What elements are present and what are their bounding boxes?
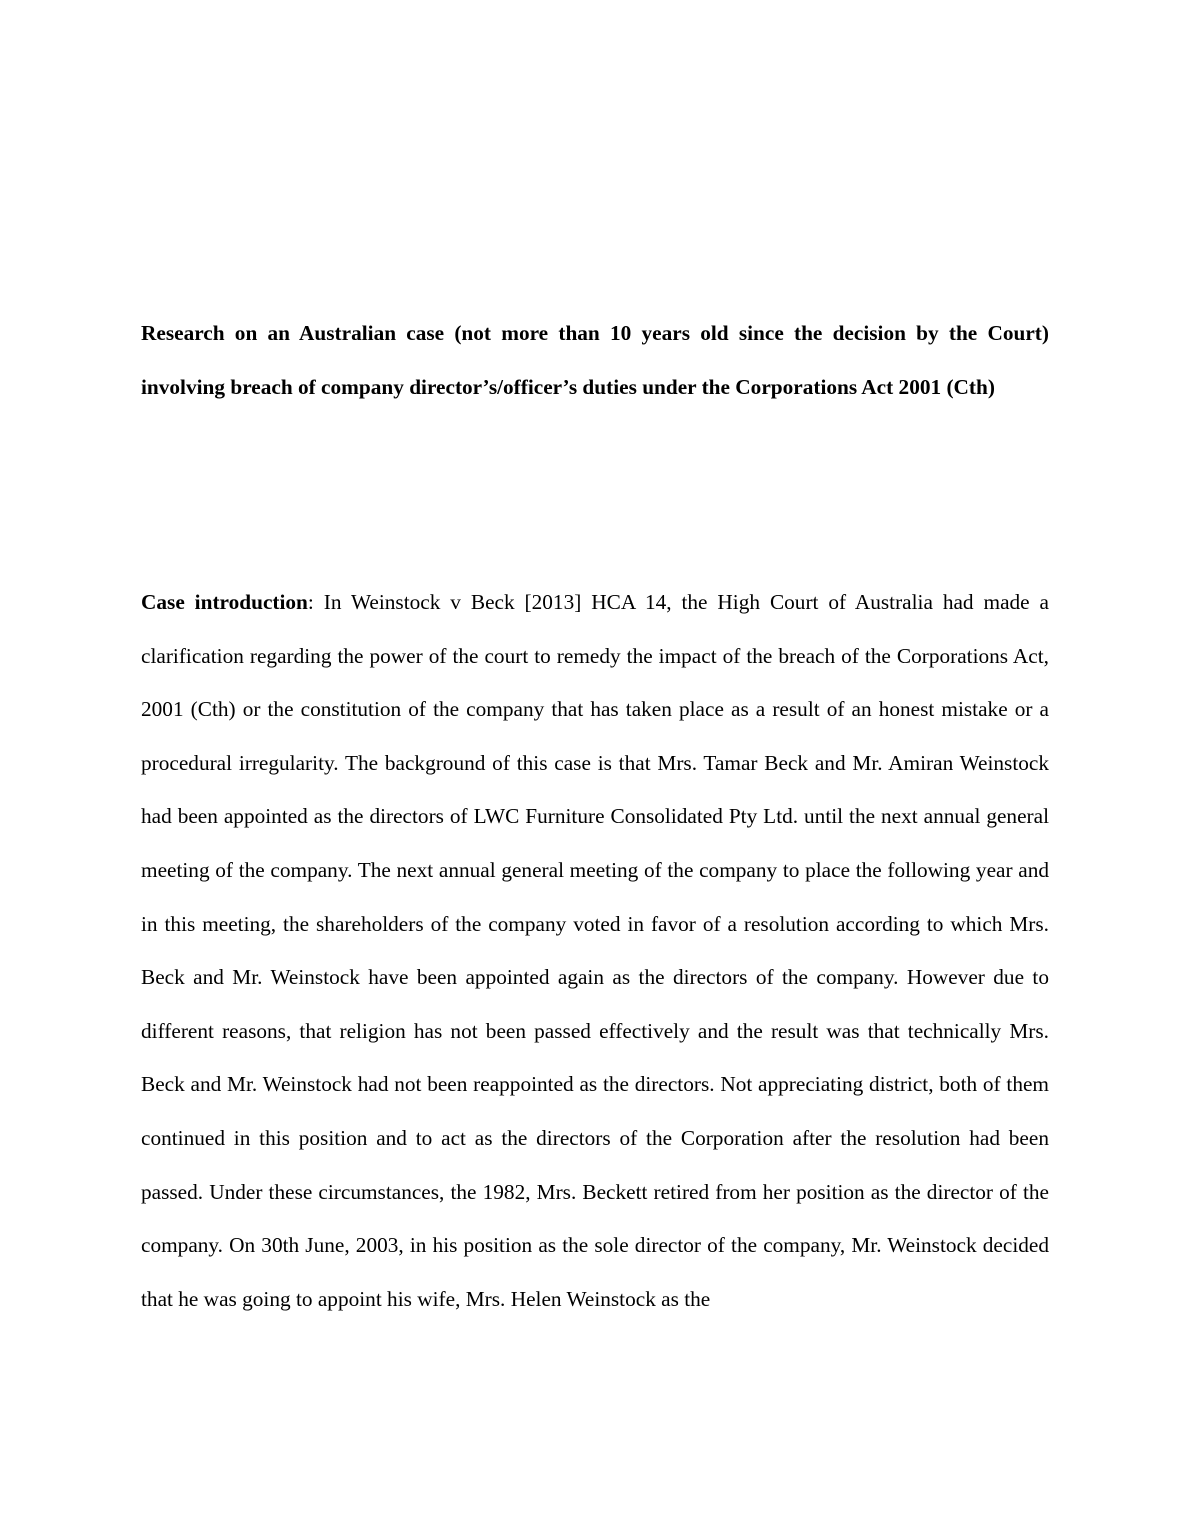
case-introduction-label: Case introduction xyxy=(141,590,308,614)
case-introduction-text: In Weinstock v Beck [2013] HCA 14, the High Court of Australia had made a clarification regarding the power of the court to remedy the impact of the breach of the Corporations Act, 2001 (Cth) or the constitution of the company that has taken place as a result of an honest mistake or a procedural irregularity. The background of this case is that Mrs. Tamar Beck and Mr. Amiran Weinstock had been appointed as the directors of LWC Furniture Consolidated Pty Ltd. until the next annual general meeting of the company. The next annual general meeting of the company to place the following year and in this meeting, the shareholders of the company voted in favor of a resolution according to which Mrs. Beck and Mr. Weinstock have been appointed again as the directors of the company. However due to different reasons, that religion has not been passed effectively and the result was that technically Mrs. Beck and Mr. Weinstock had not been reappointed as the directors. Not appreciating district, both of them continued in this position and to act as the directors of the Corporation after the resolution had been passed. Under these circumstances, the 1982, Mrs. Beckett retired from her position as the director of the company. On 30th June, 2003, in his position as the sole director of the company, Mr. Weinstock decided that he was going to appoint his wife, Mrs. Helen Weinstock as the xyxy=(141,590,1049,1311)
label-separator: : xyxy=(307,590,314,614)
case-introduction-paragraph xyxy=(141,576,1049,1326)
document-title: Research on an Australian case (not more than 10 years old since the decision by the Court) involving breach of company director’s/officer’s duties under the Corporations Act 2001 (Cth) xyxy=(141,321,1049,399)
